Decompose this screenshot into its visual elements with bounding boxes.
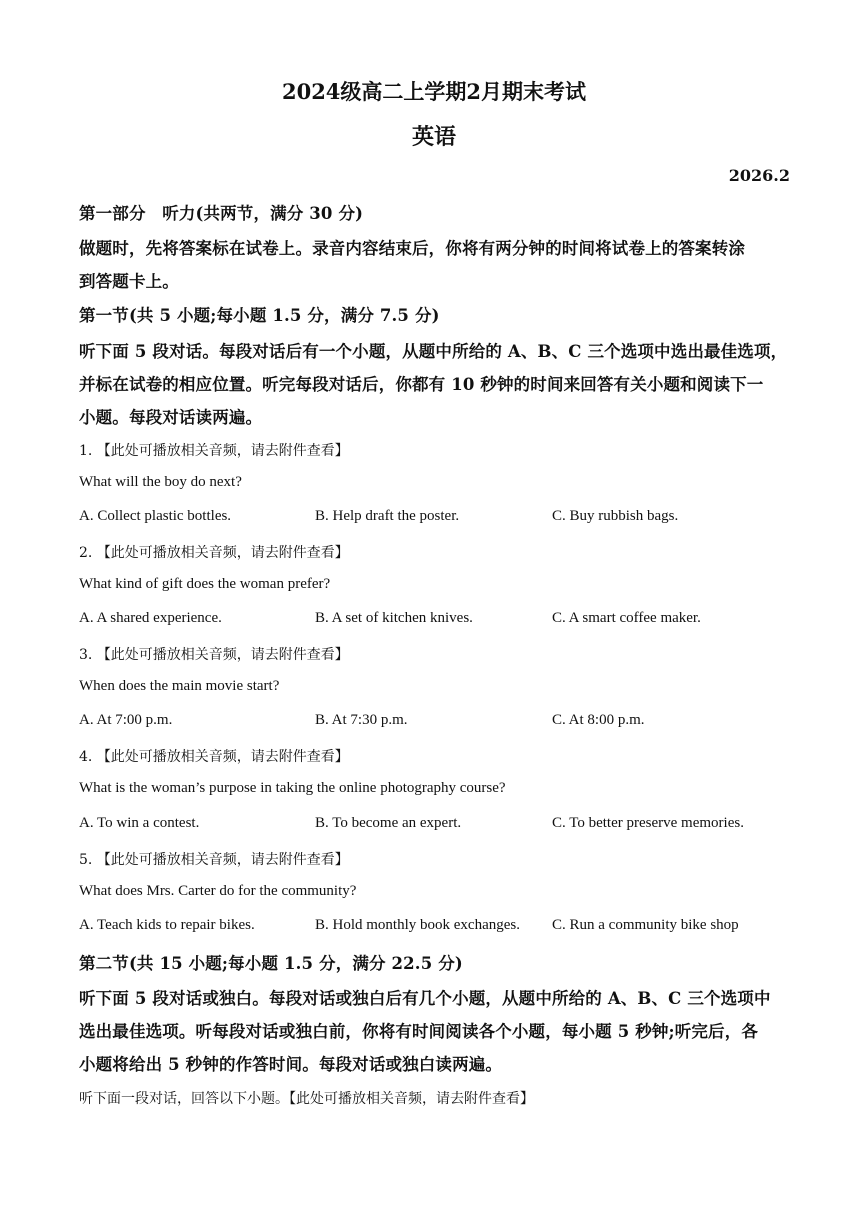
section2-instruction-line1: 听下面 5 段对话或独白。每段对话或独白后有几个小题，从题中所给的 A、B、C 三个选项中 xyxy=(79,989,771,1008)
section2-instruction-line2: 选出最佳选项。听每段对话或独白前，你将有时间阅读各个小题，每小题 5 秒钟;听完后，各 xyxy=(79,1022,759,1041)
q1-option-c: C. Buy rubbish bags. xyxy=(552,508,679,524)
q5-option-b: B. Hold monthly book exchanges. xyxy=(315,917,520,933)
part1-instruction-line2: 到答题卡上。 xyxy=(79,272,179,291)
q1-option-b: B. Help draft the poster. xyxy=(315,508,460,524)
section1-instruction-line1: 听下面 5 段对话。每段对话后有一个小题，从题中所给的 A、B、C 三个选项中选出最佳选项， xyxy=(79,342,788,361)
audio-placeholder-q4[interactable]: 4. 【此处可播放相关音频，请去附件查看】 xyxy=(79,749,349,765)
question-3-text: When does the main movie start? xyxy=(79,678,280,694)
part1-heading: 第一部分 听力(共两节，满分 30 分) xyxy=(79,204,364,223)
audio-placeholder-q1[interactable]: 1. 【此处可播放相关音频，请去附件查看】 xyxy=(79,443,349,459)
q5-option-a: A. Teach kids to repair bikes. xyxy=(79,917,255,933)
section1-instruction-line2: 并标在试卷的相应位置。听完每段对话后，你都有 10 秒钟的时间来回答有关小题和阅读下一 xyxy=(79,375,764,394)
q2-option-c: C. A smart coffee maker. xyxy=(552,610,701,626)
exam-title: 2024级高二上学期2月期末考试 xyxy=(281,79,587,104)
section2-audio-note[interactable]: 听下面一段对话，回答以下小题。【此处可播放相关音频，请去附件查看】 xyxy=(79,1091,534,1107)
q4-option-c: C. To better preserve memories. xyxy=(552,815,744,831)
q2-option-a: A. A shared experience. xyxy=(79,610,222,626)
section1-instruction-line3: 小题。每段对话读两遍。 xyxy=(79,408,263,427)
q4-option-b: B. To become an expert. xyxy=(315,815,462,831)
q5-option-c: C. Run a community bike shop xyxy=(552,917,739,933)
question-2-text: What kind of gift does the woman prefer? xyxy=(79,576,331,592)
q2-option-b: B. A set of kitchen knives. xyxy=(315,610,473,626)
question-4-text: What is the woman’s purpose in taking the online photography course? xyxy=(79,780,506,796)
exam-date: 2026.2 xyxy=(728,166,790,185)
q1-option-a: A. Collect plastic bottles. xyxy=(79,508,232,524)
audio-placeholder-q2[interactable]: 2. 【此处可播放相关音频，请去附件查看】 xyxy=(79,545,349,561)
q3-option-b: B. At 7:30 p.m. xyxy=(315,712,408,728)
part1-instruction-line1: 做题时，先将答案标在试卷上。录音内容结束后，你将有两分钟的时间将试卷上的答案转涂 xyxy=(79,239,745,258)
question-1-text: What will the boy do next? xyxy=(79,474,242,490)
section1-heading: 第一节(共 5 小题;每小题 1.5 分，满分 7.5 分) xyxy=(79,306,440,325)
section2-heading: 第二节(共 15 小题;每小题 1.5 分，满分 22.5 分) xyxy=(79,954,463,973)
question-5-text: What does Mrs. Carter do for the community? xyxy=(79,883,357,899)
audio-placeholder-q3[interactable]: 3. 【此处可播放相关音频，请去附件查看】 xyxy=(79,647,349,663)
subject-title: 英语 xyxy=(411,124,456,150)
q3-option-a: A. At 7:00 p.m. xyxy=(79,712,173,728)
q4-option-a: A. To win a contest. xyxy=(79,815,200,831)
q3-option-c: C. At 8:00 p.m. xyxy=(552,712,645,728)
audio-placeholder-q5[interactable]: 5. 【此处可播放相关音频，请去附件查看】 xyxy=(79,852,349,868)
section2-instruction-line3: 小题将给出 5 秒钟的作答时间。每段对话或独白读两遍。 xyxy=(79,1055,503,1074)
